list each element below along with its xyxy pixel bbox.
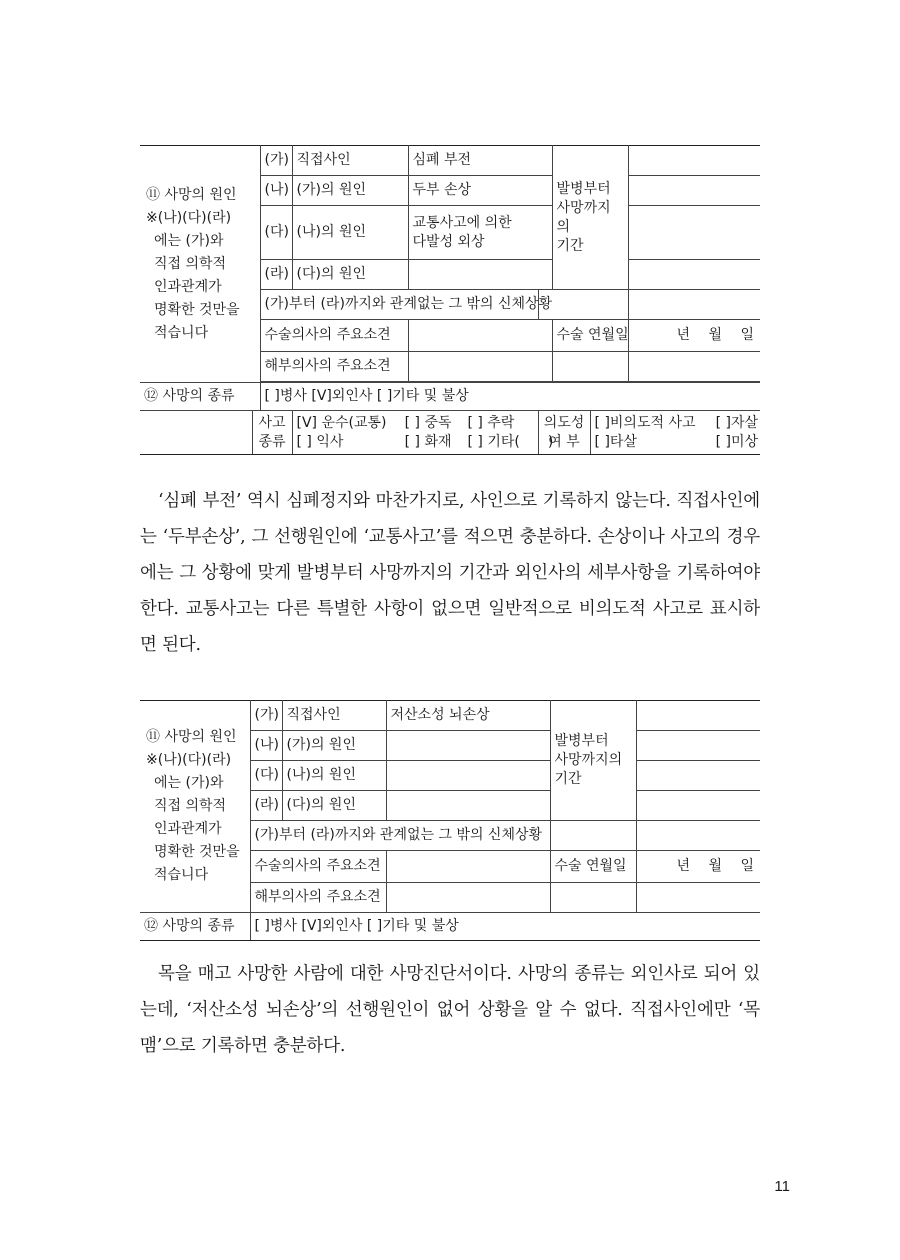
cause-desc: (나)의 원인 xyxy=(282,761,386,791)
onset-period-value xyxy=(636,731,760,761)
cause-of-death-label: ⑪ 사망의 원인 ※(나)(다)(라) 에는 (가)와 직접 의학적 인과관계가 명확한 것만을 적습니다 xyxy=(140,701,250,913)
autopsy-opinion-label: 해부의사의 주요소견 xyxy=(250,883,386,913)
cause-value: 심폐 부전 xyxy=(408,146,552,176)
onset-period-value xyxy=(628,146,760,176)
cause-value: 두부 손상 xyxy=(408,176,552,206)
surgery-date-label: 수술 연월일 xyxy=(552,320,628,352)
cause-value: 교통사고에 의한 다발성 외상 xyxy=(408,206,552,260)
cause-desc: (나)의 원인 xyxy=(292,206,408,260)
cause-value xyxy=(408,260,552,290)
cause-desc: (가)의 원인 xyxy=(292,176,408,206)
cause-tag: (라) xyxy=(260,260,292,290)
onset-period-value xyxy=(636,701,760,731)
cause-tag: (다) xyxy=(250,761,282,791)
explanation-paragraph-2: 목을 매고 사망한 사람에 대한 사망진단서이다. 사망의 종류는 외인사로 되어 있는데, ‘저산소성 뇌손상’의 선행원인이 없어 상황을 알 수 없다. 직접사인에만 ‘목맴’으로 기록하면 충분하다. xyxy=(140,964,760,1056)
autopsy-blank xyxy=(552,352,628,382)
onset-period-value xyxy=(628,206,760,260)
intent-label: 의도성 여 부 xyxy=(538,411,590,455)
cause-of-death-label: ⑪ 사망의 원인 ※(나)(다)(라) 에는 (가)와 직접 의학적 인과관계가 명확한 것만을 적습니다 xyxy=(140,146,260,383)
accident-spacer xyxy=(140,411,252,455)
onset-period-value xyxy=(636,791,760,821)
cause-desc: (다)의 원인 xyxy=(292,260,408,290)
death-certificate-table-2 xyxy=(140,700,760,941)
cause-tag: (라) xyxy=(250,791,282,821)
surgery-date-label: 수술 연월일 xyxy=(550,851,636,883)
surgeon-opinion-label: 수술의사의 주요소견 xyxy=(250,851,386,883)
cause-desc: 직접사인 xyxy=(292,146,408,176)
cause-desc: (가)의 원인 xyxy=(282,731,386,761)
onset-period-value xyxy=(636,761,760,791)
autopsy-opinion-value xyxy=(408,352,552,382)
onset-period-value xyxy=(628,176,760,206)
death-type-value: [ ]병사 [V]외인사 [ ]기타 및 불상 xyxy=(250,913,760,941)
autopsy-blank xyxy=(550,883,636,913)
cause-desc: (다)의 원인 xyxy=(282,791,386,821)
cause-tag: (나) xyxy=(260,176,292,206)
accident-type-label: 사고 종류 xyxy=(252,411,292,455)
unrelated-conditions-value-2 xyxy=(628,290,760,320)
onset-period-label: 발병부터 사망까지의 기간 xyxy=(550,701,636,821)
death-type-value: [ ]병사 [V]외인사 [ ]기타 및 불상 xyxy=(260,383,760,411)
surgeon-opinion-value xyxy=(386,851,550,883)
onset-period-label: 발병부터 사망까지의 기간 xyxy=(552,146,628,290)
cause-tag: (가) xyxy=(250,701,282,731)
cause-value xyxy=(386,761,550,791)
onset-period-value xyxy=(628,260,760,290)
death-certificate-table-1 xyxy=(140,145,760,455)
page-number: 11 xyxy=(774,1178,790,1195)
autopsy-opinion-value xyxy=(386,883,550,913)
unrelated-conditions-value-2 xyxy=(636,821,760,851)
surgery-date-value: 년 월 일 xyxy=(636,851,760,883)
unrelated-conditions-label: (가)부터 (라)까지와 관계없는 그 밖의 신체상황 xyxy=(250,821,550,851)
cause-value: 저산소성 뇌손상 xyxy=(386,701,550,731)
cause-desc: 직접사인 xyxy=(282,701,386,731)
surgery-date-value: 년 월 일 xyxy=(628,320,760,352)
cause-tag: (나) xyxy=(250,731,282,761)
death-type-label: ⑫ 사망의 종류 xyxy=(140,383,260,411)
accident-type-options: [V] 운수(교통) [ ] 익사 [ ] 중독 [ ] 화재 [ ] 추락 [ ] 기타( ) xyxy=(292,411,538,455)
autopsy-blank-2 xyxy=(628,352,760,382)
autopsy-blank-2 xyxy=(636,883,760,913)
cause-tag: (가) xyxy=(260,146,292,176)
unrelated-conditions-value xyxy=(550,821,636,851)
unrelated-conditions-label: (가)부터 (라)까지와 관계없는 그 밖의 신체상황 xyxy=(260,290,538,320)
surgeon-opinion-label: 수술의사의 주요소견 xyxy=(260,320,408,352)
explanation-paragraph-1: ‘심폐 부전’ 역시 심폐정지와 마찬가지로, 사인으로 기록하지 않는다. 직접사인에는 ‘두부손상’, 그 선행원인에 ‘교통사고’를 적으면 충분하다. 손상이나 사고의 경우에는 그 상황에 맞게 발병부터 사망까지의 기간과 외인사의 세부사항을 기록하여야 한다. 교통사고는 다른 특별한 사항이 없으면 일반적으로 비의도적 사고로 표시하면 된다. xyxy=(140,491,760,655)
cause-tag: (다) xyxy=(260,206,292,260)
cause-value xyxy=(386,791,550,821)
death-type-label: ⑫ 사망의 종류 xyxy=(140,913,250,941)
cause-value xyxy=(386,731,550,761)
autopsy-opinion-label: 해부의사의 주요소견 xyxy=(260,352,408,382)
intent-options: [ ]비의도적 사고 [ ]타살 [ ]자살 [ ]미상 xyxy=(590,411,760,455)
surgeon-opinion-value xyxy=(408,320,552,352)
